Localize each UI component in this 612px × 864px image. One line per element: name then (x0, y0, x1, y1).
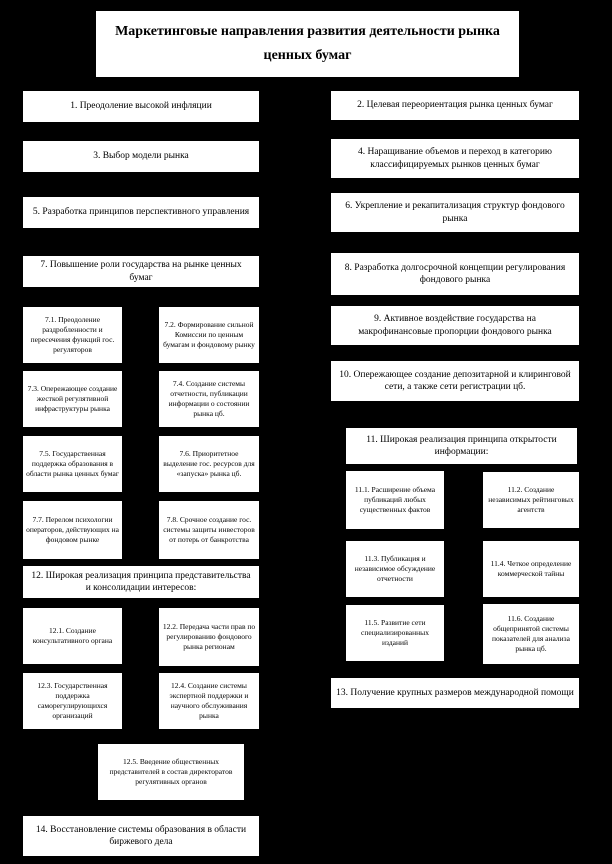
box-10: 10. Опережающее создание депозитарной и клиринговой сети, а также сети регистрации цб. (330, 360, 580, 402)
box-4: 4. Наращивание объемов и переход в категорию классифицируемых рынков ценных бумаг (330, 138, 580, 179)
box-1: 1. Преодоление высокой инфляции (22, 90, 260, 123)
box-7-2: 7.2. Формирование сильной Комиссии по ценным бумагам и фондовому рынку (158, 306, 260, 364)
box-12-2: 12.2. Передача части прав по регулированию фондового рынка регионам (158, 607, 260, 667)
box-2: 2. Целевая переориентация рынка ценных бумаг (330, 90, 580, 121)
box-13: 13. Получение крупных размеров международной помощи (330, 677, 580, 709)
box-8: 8. Разработка долгосрочной концепции регулирования фондового рынка (330, 252, 580, 296)
box-7-5: 7.5. Государственная поддержка образования в области рынка ценных бумаг (22, 435, 123, 493)
box-7-7: 7.7. Перелом психологии операторов, действующих на фондовом рынке (22, 500, 123, 560)
box-7: 7. Повышение роли государства на рынке ценных бумаг (22, 255, 260, 288)
box-11-5: 11.5. Развитие сети специализированных изданий (345, 604, 445, 662)
box-11: 11. Широкая реализация принципа открытости информации: (345, 427, 578, 465)
box-14: 14. Восстановление системы образования в области биржевого дела (22, 815, 260, 857)
box-7-8: 7.8. Срочное создание гос. системы защиты инвесторов от потерь от банкротства (158, 500, 260, 560)
box-12-5: 12.5. Введение общественных представителей в состав директоратов регулятивных органов (97, 743, 245, 801)
box-12-1: 12.1. Создание консультативного органа (22, 607, 123, 665)
box-7-3: 7.3. Опережающее создание жесткой регулятивной инфраструктуры рынка (22, 370, 123, 428)
box-12-3: 12.3. Государственная поддержка саморегулирующихся организаций (22, 672, 123, 730)
box-6: 6. Укрепление и рекапитализация структур фондового рынка (330, 192, 580, 233)
box-11-2: 11.2. Создание независимых рейтинговых агентств (482, 471, 580, 529)
box-7-6: 7.6. Приоритетное выделение гос. ресурсов для «запуска» рынка цб. (158, 435, 260, 493)
box-12: 12. Широкая реализация принципа представительства и консолидации интересов: (22, 565, 260, 599)
box-7-4: 7.4. Создание системы отчетности, публикации информации о состоянии рынка цб. (158, 370, 260, 428)
box-3: 3. Выбор модели рынка (22, 140, 260, 173)
box-11-6: 11.6. Создание общепринятой системы показателей для анализа рынка цб. (482, 603, 580, 665)
box-5: 5. Разработка принципов перспективного управления (22, 196, 260, 229)
box-7-1: 7.1. Преодоление раздробленности и пересечения функций гос. регуляторов (22, 306, 123, 364)
box-11-1: 11.1. Расширение объема публикаций любых существенных фактов (345, 470, 445, 530)
box-9: 9. Активное воздействие государства на макрофинансовые пропорции фондового рынка (330, 305, 580, 346)
box-11-4: 11.4. Четкое определение коммерческой тайны (482, 540, 580, 598)
box-11-3: 11.3. Публикация и независимое обсуждение отчетности (345, 540, 445, 598)
box-12-4: 12.4. Создание системы экспертной поддержки и научного обслуживания рынка (158, 672, 260, 730)
diagram-title: Маркетинговые направления развития деятельности рынка ценных бумаг (95, 10, 520, 78)
